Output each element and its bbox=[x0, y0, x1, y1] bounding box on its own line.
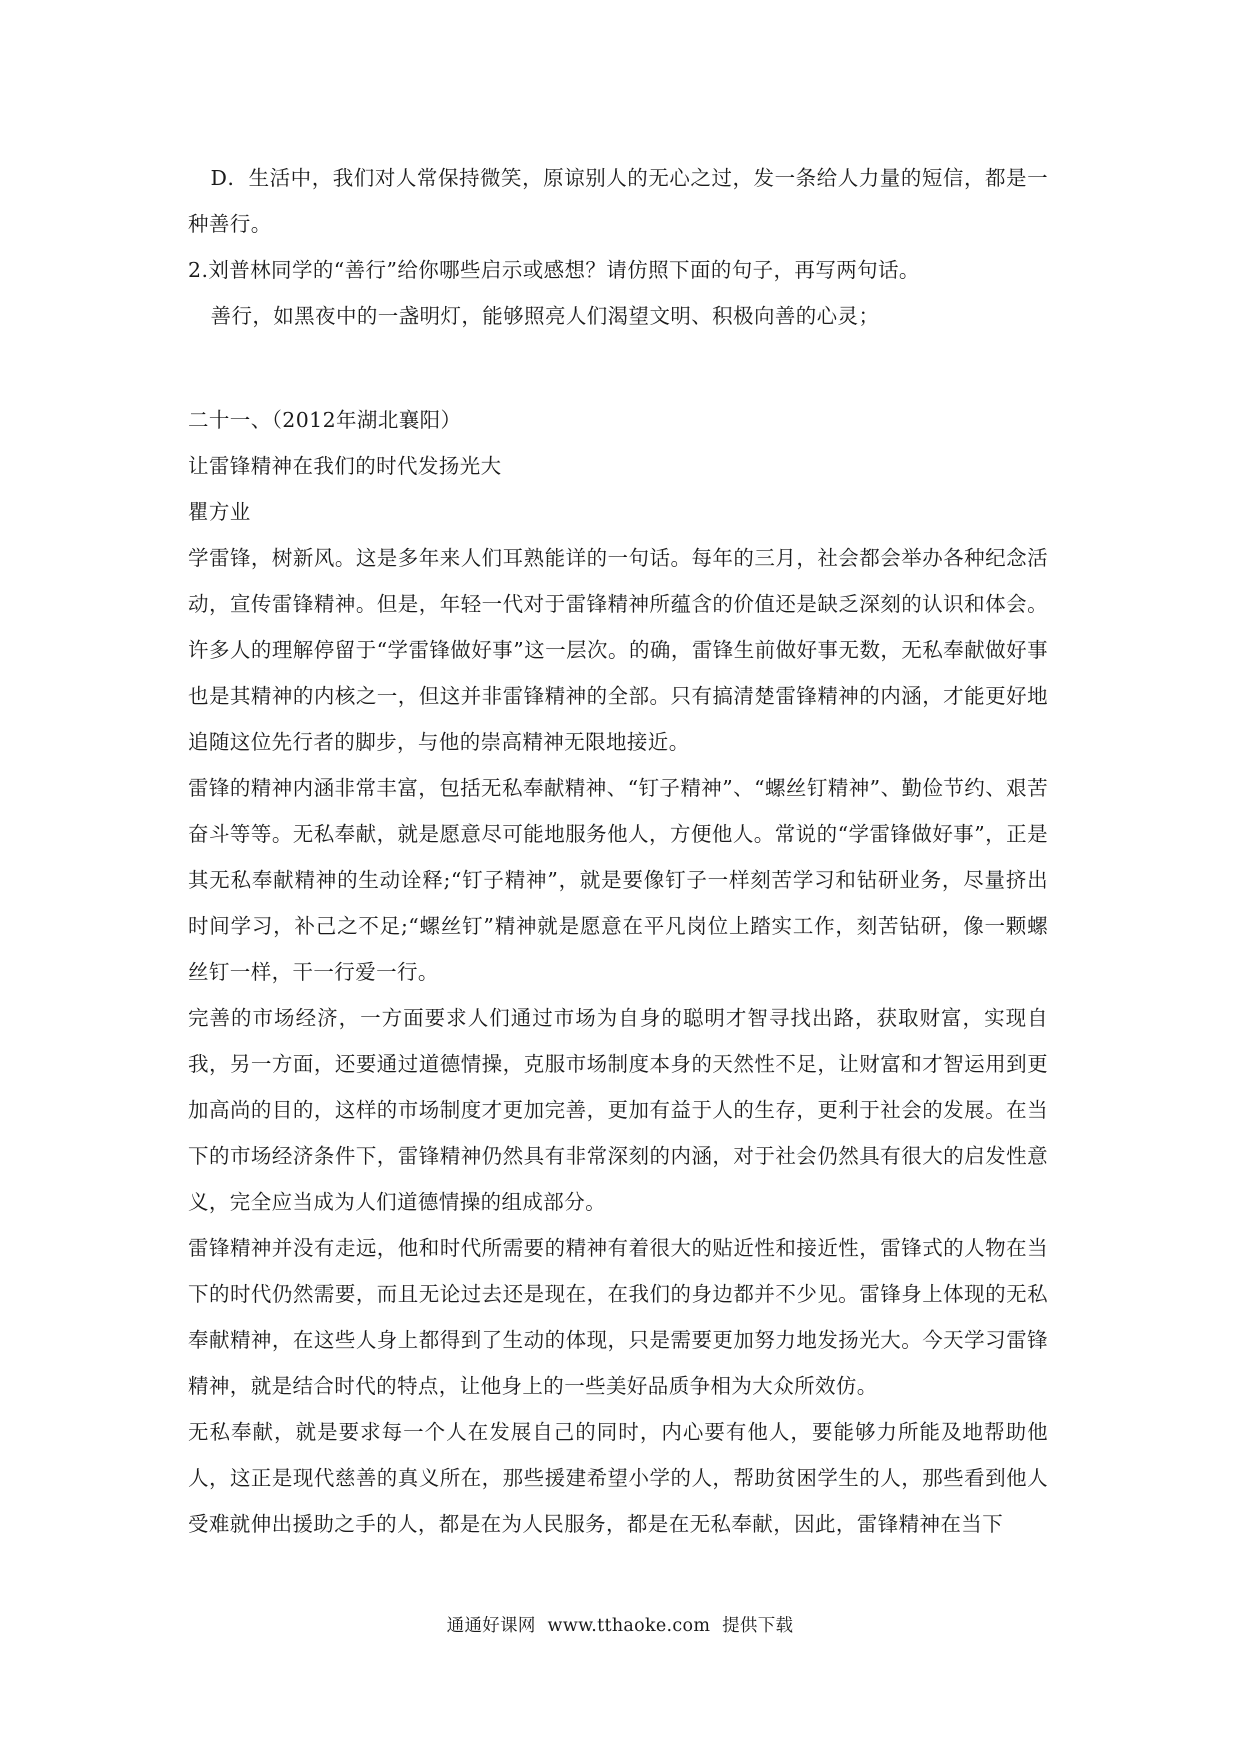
question-2: 2.刘普林同学的“善行”给你哪些启示或感想？请仿照下面的句子，再写两句话。 bbox=[188, 258, 920, 282]
article-paragraph-4: 雷锋精神并没有走远，他和时代所需要的精神有着很大的贴近性和接近性，雷锋式的人物在当下的时代仍然需要，而且无论过去还是现在，在我们的身边都并不少见。雷锋身上体现的无私奉献精神，在这些人身上都得到了生动的体现，只是需要更加努力地发扬光大。今天学习雷锋精神，就是结合时代的特点，让他身上的一些美好品质争相为大众所效仿。 bbox=[188, 1236, 1048, 1398]
option-d: D．生活中，我们对人常保持微笑，原谅别人的无心之过，发一条给人力量的短信，都是一种善行。 bbox=[188, 166, 1048, 236]
footer-site-name: 通通好课网 bbox=[446, 1616, 536, 1636]
article-author: 瞿方业 bbox=[188, 500, 251, 524]
footer-suffix: 提供下载 bbox=[722, 1616, 794, 1636]
blank-gap bbox=[188, 339, 1048, 397]
article-paragraph-2: 雷锋的精神内涵非常丰富，包括无私奉献精神、“钉子精神”、“螺丝钉精神”、勤俭节约、艰苦奋斗等等。无私奉献，就是愿意尽可能地服务他人，方便他人。常说的“学雷锋做好事”，正是其无私奉献精神的生动诠释;“钉子精神”，就是要像钉子一样刻苦学习和钻研业务，尽量挤出时间学习，补己之不足;“螺丝钉”精神就是愿意在平凡岗位上踏实工作，刻苦钻研，像一颗螺丝钉一样，干一行爱一行。 bbox=[188, 776, 1048, 984]
document-body bbox=[188, 155, 1048, 1547]
page-footer bbox=[0, 1612, 1240, 1637]
footer-url[interactable]: www.tthaoke.com bbox=[547, 1616, 711, 1636]
section-heading: 二十一、（2012年湖北襄阳） bbox=[188, 408, 462, 432]
article-title: 让雷锋精神在我们的时代发扬光大 bbox=[188, 454, 502, 478]
example-sentence: 善行，如黑夜中的一盏明灯，能够照亮人们渴望文明、积极向善的心灵； bbox=[210, 304, 880, 328]
article-paragraph-3: 完善的市场经济，一方面要求人们通过市场为自身的聪明才智寻找出路，获取财富，实现自我，另一方面，还要通过道德情操，克服市场制度本身的天然性不足，让财富和才智运用到更加高尚的目的，这样的市场制度才更加完善，更加有益于人的生存，更利于社会的发展。在当下的市场经济条件下，雷锋精神仍然具有非常深刻的内涵，对于社会仍然具有很大的启发性意义，完全应当成为人们道德情操的组成部分。 bbox=[188, 1006, 1048, 1214]
article-paragraph-1: 学雷锋，树新风。这是多年来人们耳熟能详的一句话。每年的三月，社会都会举办各种纪念活动，宣传雷锋精神。但是，年轻一代对于雷锋精神所蕴含的价值还是缺乏深刻的认识和体会。许多人的理解停留于“学雷锋做好事”这一层次。的确，雷锋生前做好事无数，无私奉献做好事也是其精神的内核之一，但这并非雷锋精神的全部。只有搞清楚雷锋精神的内涵，才能更好地追随这位先行者的脚步，与他的崇高精神无限地接近。 bbox=[188, 546, 1048, 754]
article-paragraph-5: 无私奉献，就是要求每一个人在发展自己的同时，内心要有他人，要能够力所能及地帮助他人，这正是现代慈善的真义所在，那些援建希望小学的人，帮助贫困学生的人，那些看到他人受难就伸出援助之手的人，都是在为人民服务，都是在无私奉献，因此，雷锋精神在当下 bbox=[188, 1420, 1048, 1536]
